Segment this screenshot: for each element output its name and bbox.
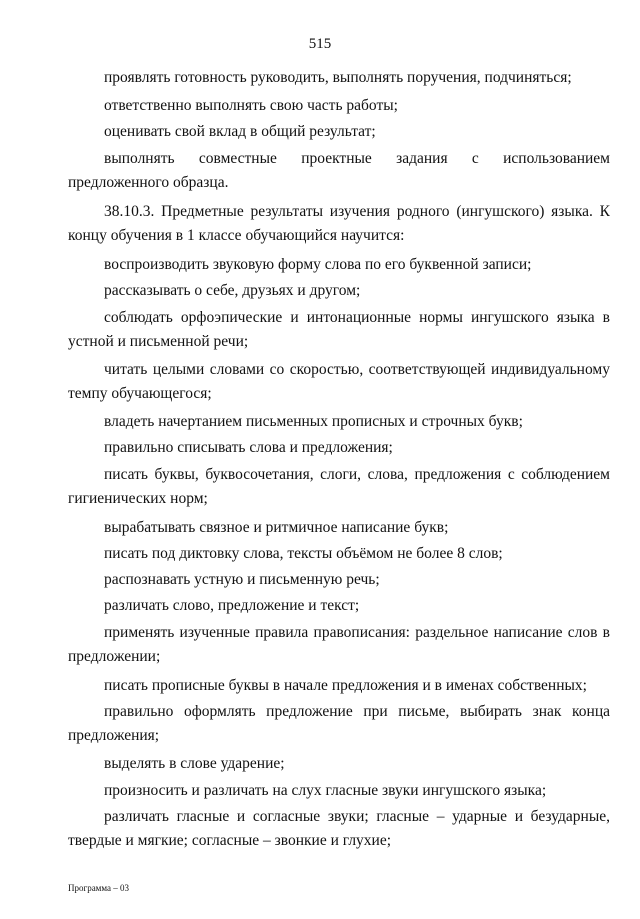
paragraph: различать слово, предложение и текст; bbox=[104, 597, 360, 614]
paragraph: выполнять совместные проектные задания с использованием предложенного образца. bbox=[68, 150, 610, 191]
paragraph: правильно списывать слова и предложения; bbox=[104, 439, 393, 456]
paragraph: распознавать устную и письменную речь; bbox=[104, 571, 380, 588]
paragraph: вырабатывать связное и ритмичное написание букв; bbox=[104, 519, 449, 536]
page-number: 515 bbox=[308, 36, 332, 52]
paragraph: читать целыми словами со скоростью, соответствующей индивидуальному темпу обучающегося; bbox=[68, 361, 610, 402]
paragraph: применять изученные правила правописания: раздельное написание слов в предложении; bbox=[68, 624, 610, 665]
paragraph: 38.10.3. Предметные результаты изучения родного (ингушского) языка. К концу обучения в 1 классе обучающийся научится: bbox=[68, 203, 610, 244]
footer-program-code: Программа – 03 bbox=[68, 883, 130, 893]
paragraph: выделять в слове ударение; bbox=[104, 755, 285, 772]
paragraph: воспроизводить звуковую форму слова по его буквенной записи; bbox=[104, 256, 532, 273]
paragraph: соблюдать орфоэпические и интонационные нормы ингушского языка в устной и письменной речи; bbox=[68, 309, 610, 350]
paragraph: ответственно выполнять свою часть работы; bbox=[104, 97, 398, 114]
paragraph: различать гласные и согласные звуки; гласные – ударные и безударные, твердые и мягкие; согласные – звонкие и глухие; bbox=[68, 808, 610, 849]
paragraph: владеть начертанием письменных прописных и строчных букв; bbox=[104, 413, 523, 430]
paragraph: писать буквы, буквосочетания, слоги, слова, предложения с соблюдением гигиенических норм; bbox=[68, 466, 610, 507]
paragraph: рассказывать о себе, друзьях и другом; bbox=[104, 282, 361, 299]
paragraph: оценивать свой вклад в общий результат; bbox=[104, 123, 376, 140]
paragraph: проявлять готовность руководить, выполнять поручения, подчиняться; bbox=[104, 69, 572, 86]
paragraph: произносить и различать на слух гласные звуки ингушского языка; bbox=[104, 782, 547, 799]
paragraph: писать под диктовку слова, тексты объёмом не более 8 слов; bbox=[104, 545, 503, 562]
paragraph: писать прописные буквы в начале предложения и в именах собственных; bbox=[104, 677, 587, 694]
paragraph: правильно оформлять предложение при письме, выбирать знак конца предложения; bbox=[68, 703, 610, 744]
